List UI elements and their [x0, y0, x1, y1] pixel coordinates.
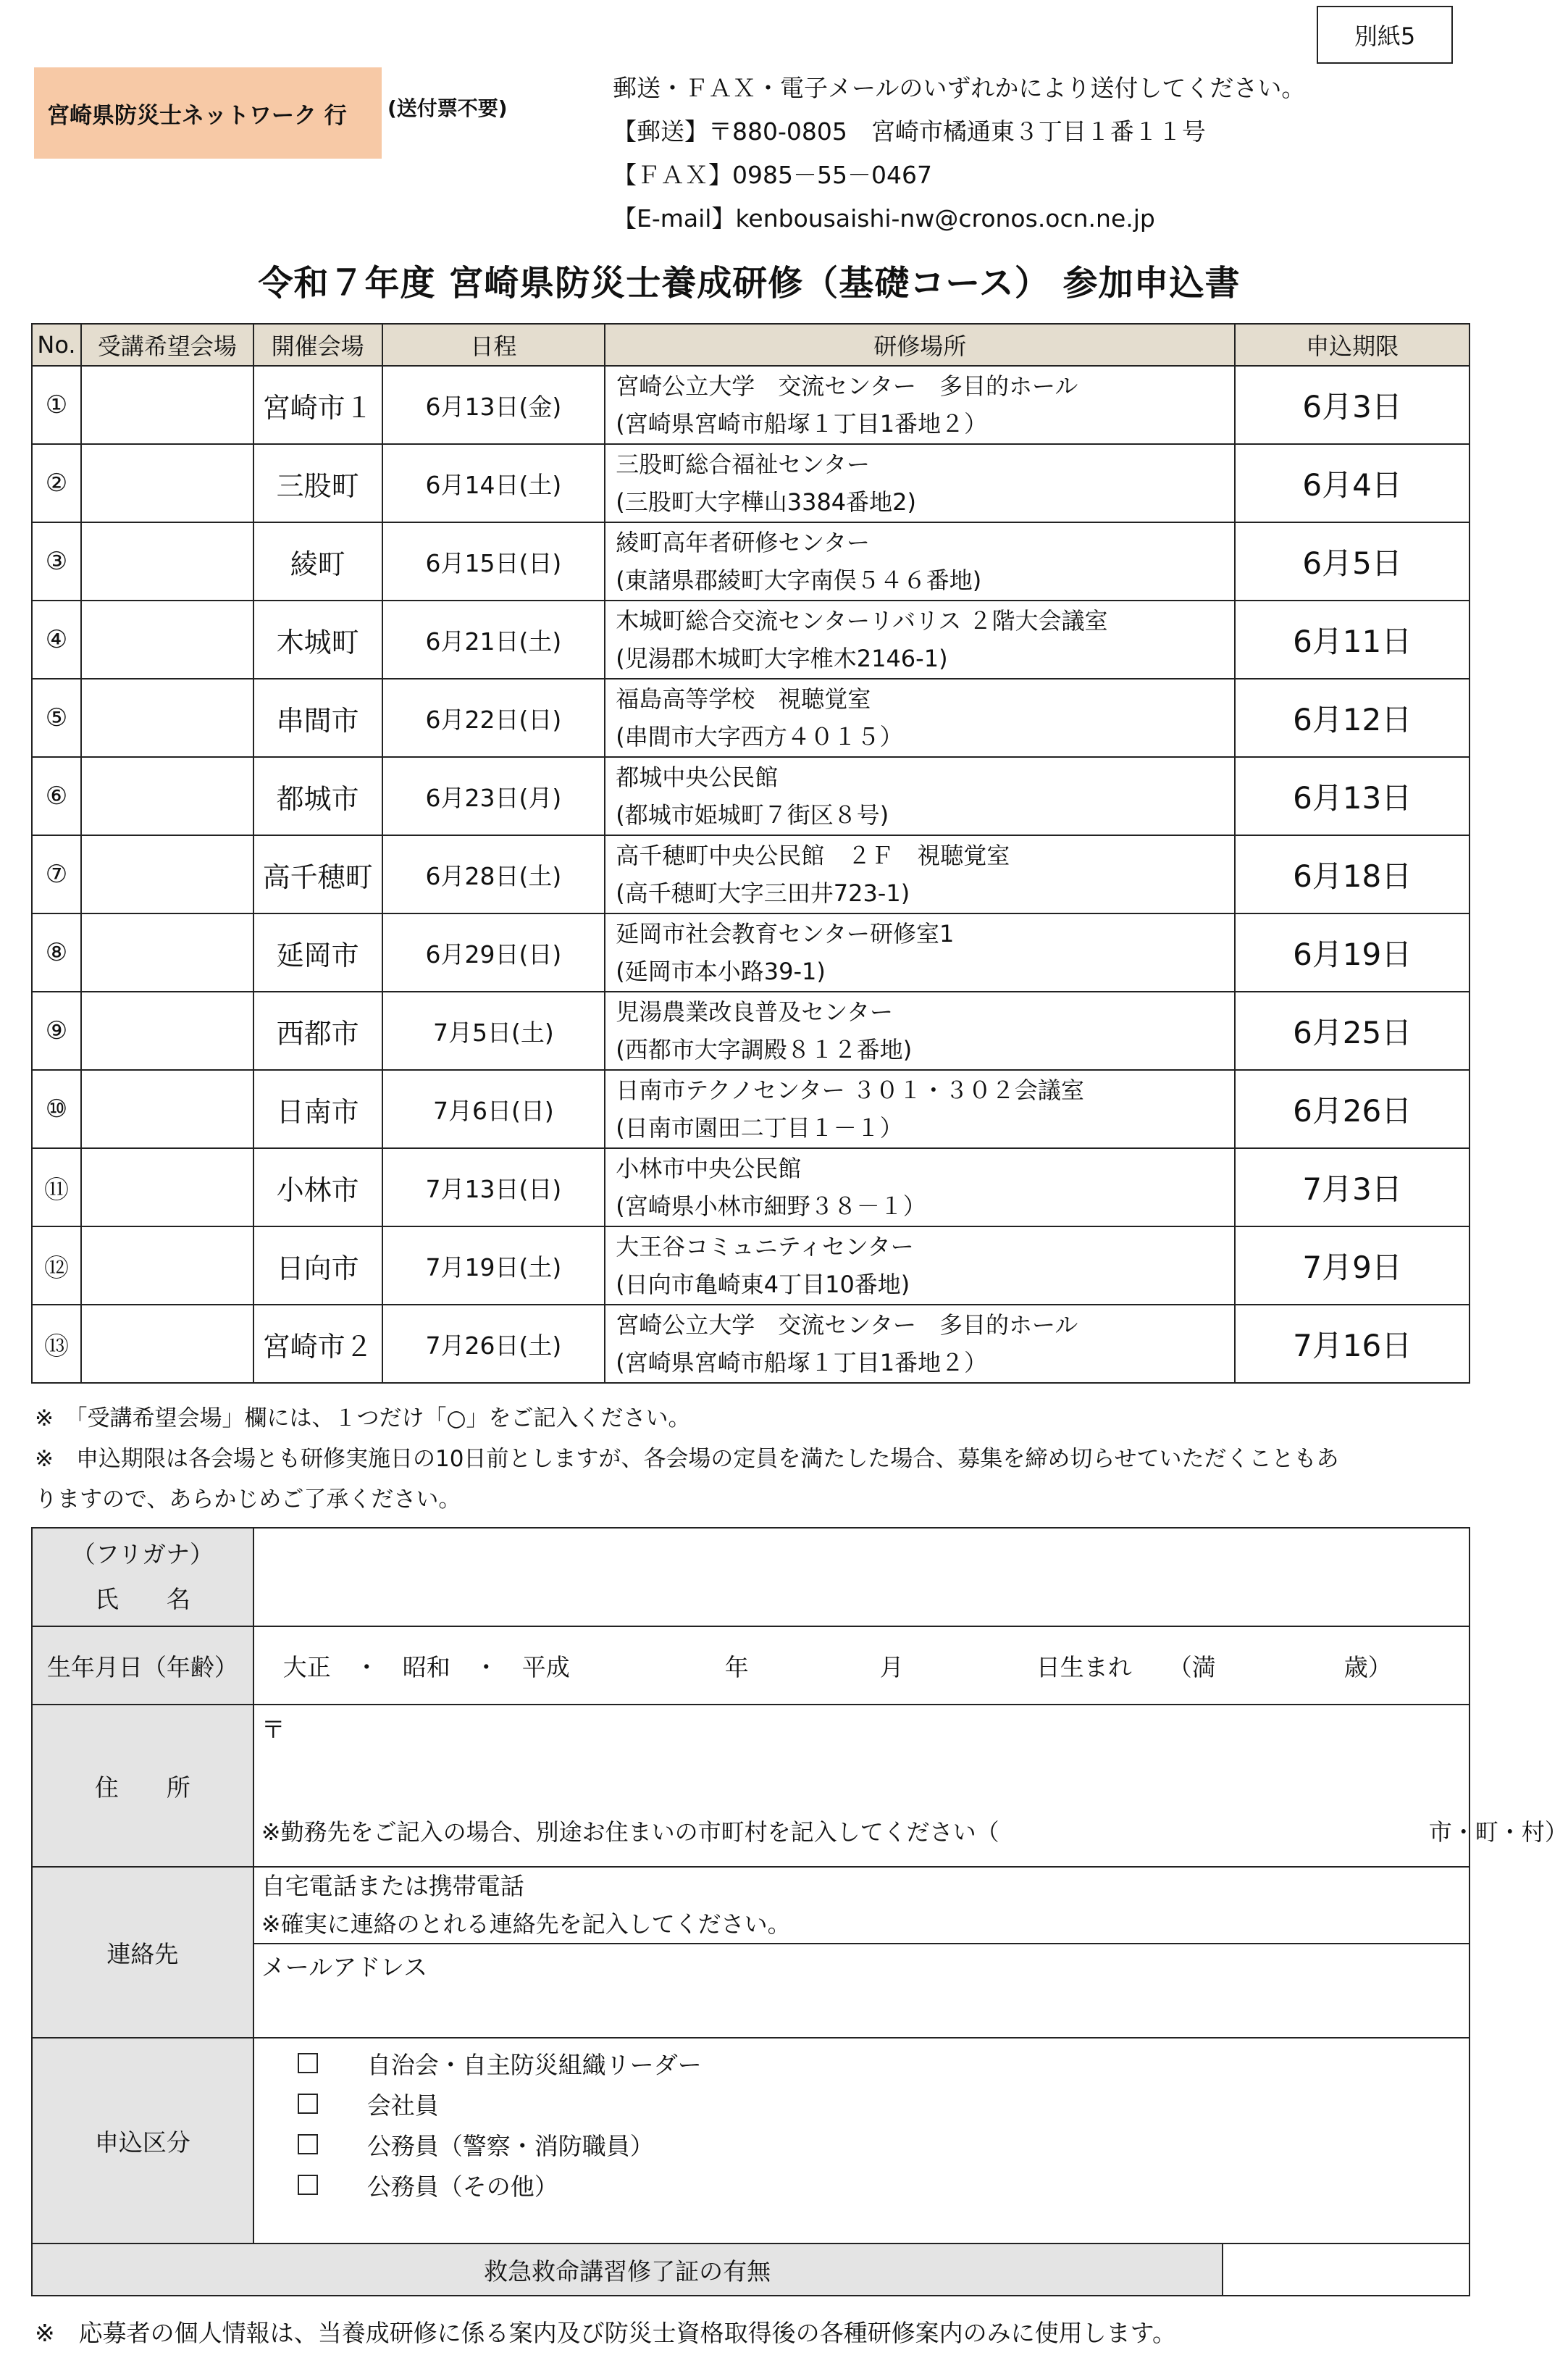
training-location	[605, 522, 1235, 601]
venue-name: 宮崎市２	[253, 1305, 382, 1383]
session-date: 7月5日(土)	[382, 992, 605, 1070]
first-aid-input[interactable]	[1223, 2244, 1470, 2296]
category-text-other-official: 公務員（その他）	[366, 2172, 558, 2201]
application-deadline: 6月11日	[1235, 601, 1470, 679]
note-2: ※ 申込期限は各会場とも研修実施日の10日前としますが、各会場の定員を満たした場合、募集を締め切らせていただくこともあ	[35, 1446, 1339, 1472]
row-number: ⑦	[32, 835, 81, 913]
venue-name: 綾町	[253, 522, 382, 601]
page-title: 令和７年度 宮崎県防災士養成研修（基礎コース） 参加申込書	[258, 263, 1241, 304]
application-form	[31, 1527, 1568, 2296]
venue-name: 三股町	[253, 444, 382, 522]
row-number: ⑪	[32, 1148, 81, 1226]
send-intro: 郵送・ＦＡＸ・電子メールのいずれかにより送付してください。	[613, 74, 1306, 102]
row-number: ⑨	[32, 992, 81, 1070]
schedule-row	[32, 522, 1470, 601]
name-input[interactable]	[253, 1528, 1470, 1626]
category-option-employee[interactable]	[254, 2083, 1469, 2124]
email-label: メールアドレス	[261, 1953, 428, 1981]
birth-input[interactable]	[253, 1626, 1470, 1705]
birth-age-close: 歳）	[1343, 1653, 1392, 1681]
address-label: 住 所	[32, 1705, 253, 1867]
location-address: (三股町大字樺山3384番地2)	[616, 488, 917, 516]
checkbox-police-fire[interactable]	[298, 2134, 318, 2154]
row-number: ②	[32, 444, 81, 522]
session-date: 7月26日(土)	[382, 1305, 605, 1383]
training-location	[605, 679, 1235, 757]
location-name: 福島高等学校 視聴覚室	[616, 685, 871, 713]
birth-label: 生年月日（年齢）	[32, 1626, 253, 1705]
location-name: 宮崎公立大学 交流センター 多目的ホール	[616, 372, 1078, 400]
schedule-row	[32, 444, 1470, 522]
application-deadline: 6月12日	[1235, 679, 1470, 757]
venue-name: 都城市	[253, 757, 382, 835]
session-date: 6月28日(土)	[382, 835, 605, 913]
session-date: 7月19日(土)	[382, 1226, 605, 1305]
location-address: (宮崎県小林市細野３８－１）	[616, 1192, 926, 1220]
venue-name: 木城町	[253, 601, 382, 679]
location-name: 小林市中央公民館	[616, 1155, 802, 1182]
location-name: 延岡市社会教育センター研修室1	[616, 920, 955, 948]
schedule-row	[32, 1226, 1470, 1305]
footer-note: ※ 応募者の個人情報は、当養成研修に係る案内及び防災士資格取得後の各種研修案内のみに使用します。	[35, 2319, 1177, 2347]
location-name: 綾町高年者研修センター	[616, 529, 870, 556]
col-header-deadline: 申込期限	[1235, 324, 1470, 366]
row-number: ①	[32, 366, 81, 444]
attachment-label: 別紙5	[1317, 6, 1453, 64]
application-deadline: 7月3日	[1235, 1148, 1470, 1226]
training-location	[605, 1226, 1235, 1305]
checkbox-employee[interactable]	[298, 2094, 318, 2114]
location-name: 都城中央公民館	[616, 764, 779, 791]
category-options	[253, 2038, 1470, 2244]
note-2-cont: りますので、あらかじめご了承ください。	[35, 1486, 461, 1513]
location-address: (都城市姫城町７街区８号)	[616, 801, 889, 829]
preferred-venue-cell[interactable]	[81, 992, 253, 1070]
training-location	[605, 1305, 1235, 1383]
col-header-venue: 開催会場	[253, 324, 382, 366]
phone-note: ※確実に連絡のとれる連絡先を記入してください。	[261, 1910, 791, 1938]
preferred-venue-cell[interactable]	[81, 366, 253, 444]
address-input[interactable]	[253, 1705, 1568, 1867]
training-location	[605, 601, 1235, 679]
col-header-date: 日程	[382, 324, 605, 366]
send-instructions	[613, 67, 1305, 241]
name-label: 氏 名	[94, 1585, 190, 1613]
schedule-row	[32, 601, 1470, 679]
location-address: (日南市園田二丁目１－１）	[616, 1114, 903, 1142]
training-location	[605, 992, 1235, 1070]
location-name: 児湯農業改良普及センター	[616, 998, 893, 1026]
schedule-row	[32, 992, 1470, 1070]
application-deadline: 6月26日	[1235, 1070, 1470, 1148]
send-post: 【郵送】〒880-0805 宮崎市橘通東３丁目１番１１号	[613, 117, 1206, 146]
location-address: (日向市亀崎東4丁目10番地)	[616, 1271, 910, 1298]
category-label: 申込区分	[32, 2038, 253, 2244]
recipient-name: 宮崎県防災士ネットワーク 行	[47, 102, 347, 129]
preferred-venue-cell[interactable]	[81, 757, 253, 835]
row-number: ⑧	[32, 913, 81, 992]
birth-month: 月	[879, 1653, 904, 1681]
training-location	[605, 444, 1235, 522]
location-address: (東諸県郡綾町大字南俣５４６番地)	[616, 566, 982, 594]
preferred-venue-cell[interactable]	[81, 1148, 253, 1226]
contact-label: 連絡先	[32, 1867, 253, 2038]
birth-age-open: （満	[1167, 1653, 1216, 1681]
recipient-box	[34, 67, 382, 159]
venue-name: 小林市	[253, 1148, 382, 1226]
schedule-row	[32, 1070, 1470, 1148]
address-note-end: 市・町・村）	[1428, 1818, 1568, 1846]
checkbox-leader[interactable]	[298, 2053, 318, 2073]
schedule-header-row	[32, 324, 1470, 366]
furigana-label: （フリガナ）	[71, 1540, 214, 1568]
venue-name: 日向市	[253, 1226, 382, 1305]
application-deadline: 6月13日	[1235, 757, 1470, 835]
training-location	[605, 366, 1235, 444]
location-name: 大王谷コミュニティセンター	[616, 1233, 914, 1260]
schedule-row	[32, 835, 1470, 913]
application-deadline: 6月25日	[1235, 992, 1470, 1070]
row-number: ⑥	[32, 757, 81, 835]
preferred-venue-cell[interactable]	[81, 679, 253, 757]
row-number: ⑫	[32, 1226, 81, 1305]
email-input[interactable]	[253, 1944, 1470, 2038]
venue-name: 串間市	[253, 679, 382, 757]
category-text-employee: 会社員	[366, 2091, 439, 2120]
address-note: ※勤務先をご記入の場合、別途お住まいの市町村を記入してください（	[261, 1818, 999, 1846]
col-header-no: No.	[32, 324, 81, 366]
location-address: (高千穂町大字三田井723-1)	[616, 879, 910, 907]
row-number: ③	[32, 522, 81, 601]
session-date: 7月13日(日)	[382, 1148, 605, 1226]
session-date: 7月6日(日)	[382, 1070, 605, 1148]
schedule-row	[32, 913, 1470, 992]
recipient-note: (送付票不要)	[387, 96, 508, 120]
preferred-venue-cell[interactable]	[81, 444, 253, 522]
session-date: 6月13日(金)	[382, 366, 605, 444]
session-date: 6月21日(土)	[382, 601, 605, 679]
session-date: 6月22日(日)	[382, 679, 605, 757]
training-location	[605, 835, 1235, 913]
location-name: 宮崎公立大学 交流センター 多目的ホール	[616, 1311, 1078, 1339]
location-name: 三股町総合福祉センター	[616, 451, 870, 478]
preferred-venue-cell[interactable]	[81, 522, 253, 601]
location-name: 木城町総合交流センターリバリス ２階大会議室	[616, 607, 1108, 635]
first-aid-label: 救急救命講習修了証の有無	[32, 2244, 1223, 2296]
application-deadline: 6月5日	[1235, 522, 1470, 601]
venue-name: 延岡市	[253, 913, 382, 992]
send-email: 【E-mail】kenbousaishi-nw@cronos.ocn.ne.jp	[613, 204, 1155, 233]
session-date: 6月15日(日)	[382, 522, 605, 601]
category-option-leader[interactable]	[254, 2043, 1469, 2083]
schedule-row	[32, 366, 1470, 444]
training-location	[605, 913, 1235, 992]
session-date: 6月14日(土)	[382, 444, 605, 522]
schedule-row	[32, 1148, 1470, 1226]
session-date: 6月23日(月)	[382, 757, 605, 835]
location-name: 日南市テクノセンター ３０１・３０２会議室	[616, 1076, 1084, 1104]
schedule-row	[32, 1305, 1470, 1383]
location-address: (西都市大字調殿８１２番地)	[616, 1036, 913, 1063]
location-name: 高千穂町中央公民館 ２Ｆ 視聴覚室	[616, 842, 1010, 869]
venue-name: 日南市	[253, 1070, 382, 1148]
application-deadline: 7月16日	[1235, 1305, 1470, 1383]
application-deadline: 6月3日	[1235, 366, 1470, 444]
training-location	[605, 1148, 1235, 1226]
venue-name: 高千穂町	[253, 835, 382, 913]
send-fax: 【ＦＡＸ】0985－55－0467	[613, 161, 932, 189]
phone-label: 自宅電話または携帯電話	[261, 1872, 524, 1900]
application-deadline: 6月4日	[1235, 444, 1470, 522]
birth-eras: 大正 ・ 昭和 ・ 平成	[282, 1653, 570, 1681]
row-number: ④	[32, 601, 81, 679]
application-deadline: 6月18日	[1235, 835, 1470, 913]
note-1: ※ 「受講希望会場」欄には、１つだけ「○」をご記入ください。	[35, 1405, 691, 1431]
col-header-preferred: 受講希望会場	[81, 324, 253, 366]
venue-name: 宮崎市１	[253, 366, 382, 444]
birth-day: 日生まれ	[1036, 1653, 1132, 1681]
preferred-venue-cell[interactable]	[81, 1070, 253, 1148]
location-address: (宮崎県宮崎市船塚１丁目1番地２）	[616, 410, 988, 438]
checkbox-other-official[interactable]	[298, 2175, 318, 2195]
category-option-other-official[interactable]	[254, 2165, 1469, 2205]
name-label-cell	[32, 1528, 253, 1626]
application-deadline: 6月19日	[1235, 913, 1470, 992]
birth-year: 年	[724, 1653, 749, 1681]
venue-name: 西都市	[253, 992, 382, 1070]
row-number: ⑤	[32, 679, 81, 757]
preferred-venue-cell[interactable]	[81, 601, 253, 679]
preferred-venue-cell[interactable]	[81, 1305, 253, 1383]
category-option-police-fire[interactable]	[254, 2124, 1469, 2165]
location-address: (延岡市本小路39-1)	[616, 958, 826, 985]
training-location	[605, 1070, 1235, 1148]
location-address: (児湯郡木城町大字椎木2146-1)	[616, 645, 948, 672]
row-number: ⑬	[32, 1305, 81, 1383]
preferred-venue-cell[interactable]	[81, 1226, 253, 1305]
application-deadline: 7月9日	[1235, 1226, 1470, 1305]
col-header-place: 研修場所	[605, 324, 1235, 366]
preferred-venue-cell[interactable]	[81, 913, 253, 992]
location-address: (串間市大字西方４０１５）	[616, 723, 903, 750]
schedule-row	[32, 679, 1470, 757]
category-text-leader: 自治会・自主防災組織リーダー	[366, 2050, 702, 2079]
postal-mark: 〒	[261, 1715, 285, 1744]
schedule-table	[31, 323, 1470, 1384]
notes	[35, 1398, 1476, 1520]
row-number: ⑩	[32, 1070, 81, 1148]
preferred-venue-cell[interactable]	[81, 835, 253, 913]
training-location	[605, 757, 1235, 835]
category-text-police-fire: 公務員（警察・消防職員）	[366, 2131, 654, 2160]
session-date: 6月29日(日)	[382, 913, 605, 992]
phone-input[interactable]	[253, 1867, 1470, 1944]
schedule-row	[32, 757, 1470, 835]
location-address: (宮崎県宮崎市船塚１丁目1番地２）	[616, 1349, 988, 1376]
